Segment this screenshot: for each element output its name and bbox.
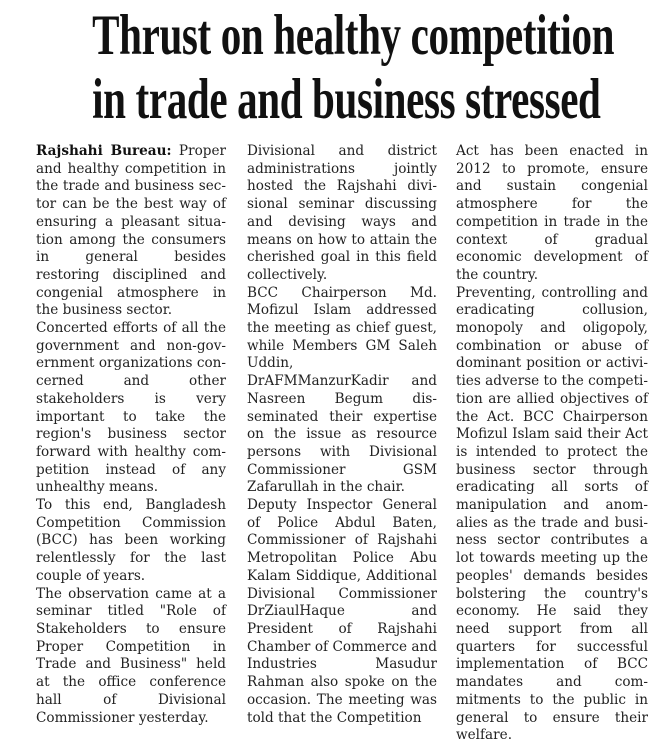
- headline: [0, 4, 658, 132]
- column-2: [247, 143, 437, 727]
- paragraph-text: Proper and healthy competition in the trade and business sector can be the best way of ensuring a pleasant situation among the consumers in general besides restoring disciplined and congenial atmosphere in the business sector.: [36, 143, 226, 319]
- headline-line-1: Thrust on healthy competition: [92, 4, 615, 67]
- dateline: Rajshahi Bureau:: [36, 143, 172, 159]
- paragraph: Divisional and district administrations jointly hosted the Rajshahi divisional seminar discussing and devising ways and means on how to attain the cherished goal in this field collectively.: [247, 143, 437, 283]
- headline-line-2: in trade and business stressed: [92, 68, 601, 131]
- paragraph: Concerted efforts of all the government and non-government organizations concerned and other stakeholders is very important to take the region's business sector forward with healthy competition instead of any unhealthy means.: [36, 320, 226, 496]
- paragraph: To this end, Bangladesh Competition Commission (BCC) has been working relentlessly for the last couple of years.: [36, 497, 226, 584]
- paragraph: The observation came at a seminar titled "Role of Stakeholders to ensure Proper Competition in Trade and Business" held at the office conference hall of Divisional Commissioner yesterday.: [36, 585, 226, 726]
- column-3: [456, 143, 648, 745]
- paragraph: Preventing, controlling and eradicating collusion, monopoly and oligopoly, combination or abuse of dominant position or activities adverse to the competition are allied objectives of the Act. BCC Chairperson Mofizul Islam said their Act is intended to protect the business sector through eradicating all sorts of manipulation and anomalies as the trade and business sector contributes a lot towards meeting up the peoples' demands besides bolstering the country's economy. He said they need support from all quarters for successful implementation of BCC mandates and commitments to the public in general to ensure their welfare.: [456, 284, 648, 744]
- paragraph: BCC Chairperson Md. Mofizul Islam addressed the meeting as chief guest, while Members GM Saleh Uddin, DrAFMManzurKadir and Nasreen Begum disseminated their expertise on the issue as resource persons with Divisional Commissioner GSM Zafarullah in the chair.: [247, 284, 437, 496]
- column-1: [36, 143, 226, 727]
- paragraph: Act has been enacted in 2012 to promote, ensure and sustain congenial atmosphere for the competition in trade in the context of gradual economic development of the country.: [456, 143, 648, 283]
- paragraph: [36, 143, 226, 320]
- paragraph: Deputy Inspector General of Police Abdul Baten, Commissioner of Rajshahi Metropolitan Police Abu Kalam Siddique, Additional Divisional Commissioner DrZiaulHaque and President of Rajshahi Chamber of Commerce and Industries Masudur Rahman also spoke on the occasion. The meeting was told that the Competition: [247, 497, 437, 726]
